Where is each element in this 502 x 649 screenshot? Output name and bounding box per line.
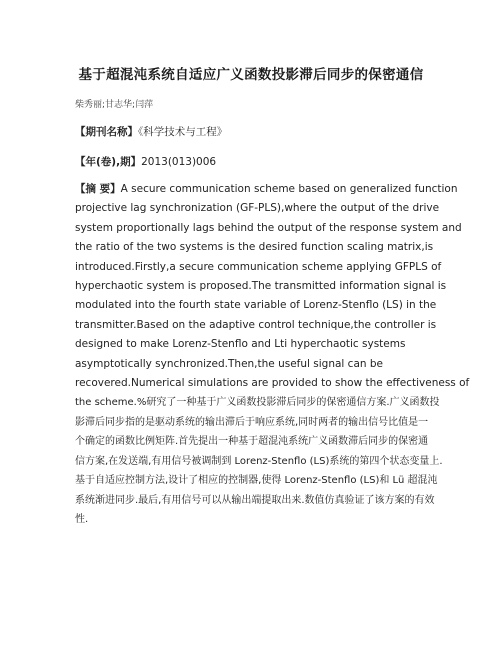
abstract-line: system proportionally lags behind the output of the response system and xyxy=(75,221,462,234)
document-title: 基于超混沌系统自适应广义函数投影滞后同步的保密通信 xyxy=(78,67,424,83)
abstract xyxy=(75,180,470,529)
abstract-line: hyperchaotic system is proposed.The transmitted information signal is xyxy=(75,280,447,293)
abstract-line: asymptotically synchronized.Then,the useful signal can be xyxy=(75,357,384,370)
year-volume-label: 【年(卷),期】 xyxy=(75,156,142,168)
abstract-line: the scheme.%研究了一种基于广义函数投影滞后同步的保密通信方案.广义函数投 xyxy=(75,397,440,409)
abstract-line: projective lag synchronization (GF-PLS),where the output of the drive xyxy=(75,202,440,215)
abstract-line: introduced.Firstly,a secure communication scheme applying GFPLS of xyxy=(75,260,442,273)
abstract-label: 【摘 要】 xyxy=(75,183,121,195)
abstract-line: 基于自适应控制方法,设计了相应的控制器,使得 Lorenz-Stenflo (LS)和 Lü 超混沌 xyxy=(75,475,438,487)
abstract-line: 影滞后同步指的是驱动系统的输出滞后于响应系统,同时两者的输出信号比值是一 xyxy=(75,416,429,428)
abstract-line: modulated into the fourth state variable of Lorenz-Stenflo (LS) in the xyxy=(75,299,437,312)
abstract-line: 【摘 要】A secure communication scheme based on generalized function xyxy=(75,183,458,195)
abstract-line: the ratio of the two systems is the desired function scaling matrix,is xyxy=(75,241,434,254)
year-volume-line xyxy=(75,154,216,169)
year-volume-value: 2013(013)006 xyxy=(141,156,217,168)
abstract-line: 个确定的函数比例矩阵.首先提出一种基于超混沌系统广义函数滞后同步的保密通 xyxy=(75,436,429,448)
journal-value: 《科学技术与工程》 xyxy=(138,126,228,138)
abstract-line: designed to make Lorenz-Stenflo and Lti hyperchaotic systems xyxy=(75,338,406,351)
authors: 柴秀丽;甘志华;闫萍 xyxy=(75,100,154,110)
abstract-line: recovered.Numerical simulations are provided to show the effectiveness of xyxy=(75,377,470,390)
abstract-line: transmitter.Based on the adaptive control technique,the controller is xyxy=(75,318,437,331)
abstract-line: 性. xyxy=(75,513,89,525)
journal-line xyxy=(75,124,227,139)
journal-label: 【期刊名称】 xyxy=(75,126,138,138)
abstract-line: 系统渐进同步.最后,有用信号可以从输出端提取出来.数值仿真验证了该方案的有效 xyxy=(75,494,435,506)
abstract-line: 信方案,在发送端,有用信号被调制到 Lorenz-Stenflo (LS)系统的第四个状态变量上. xyxy=(75,455,443,467)
